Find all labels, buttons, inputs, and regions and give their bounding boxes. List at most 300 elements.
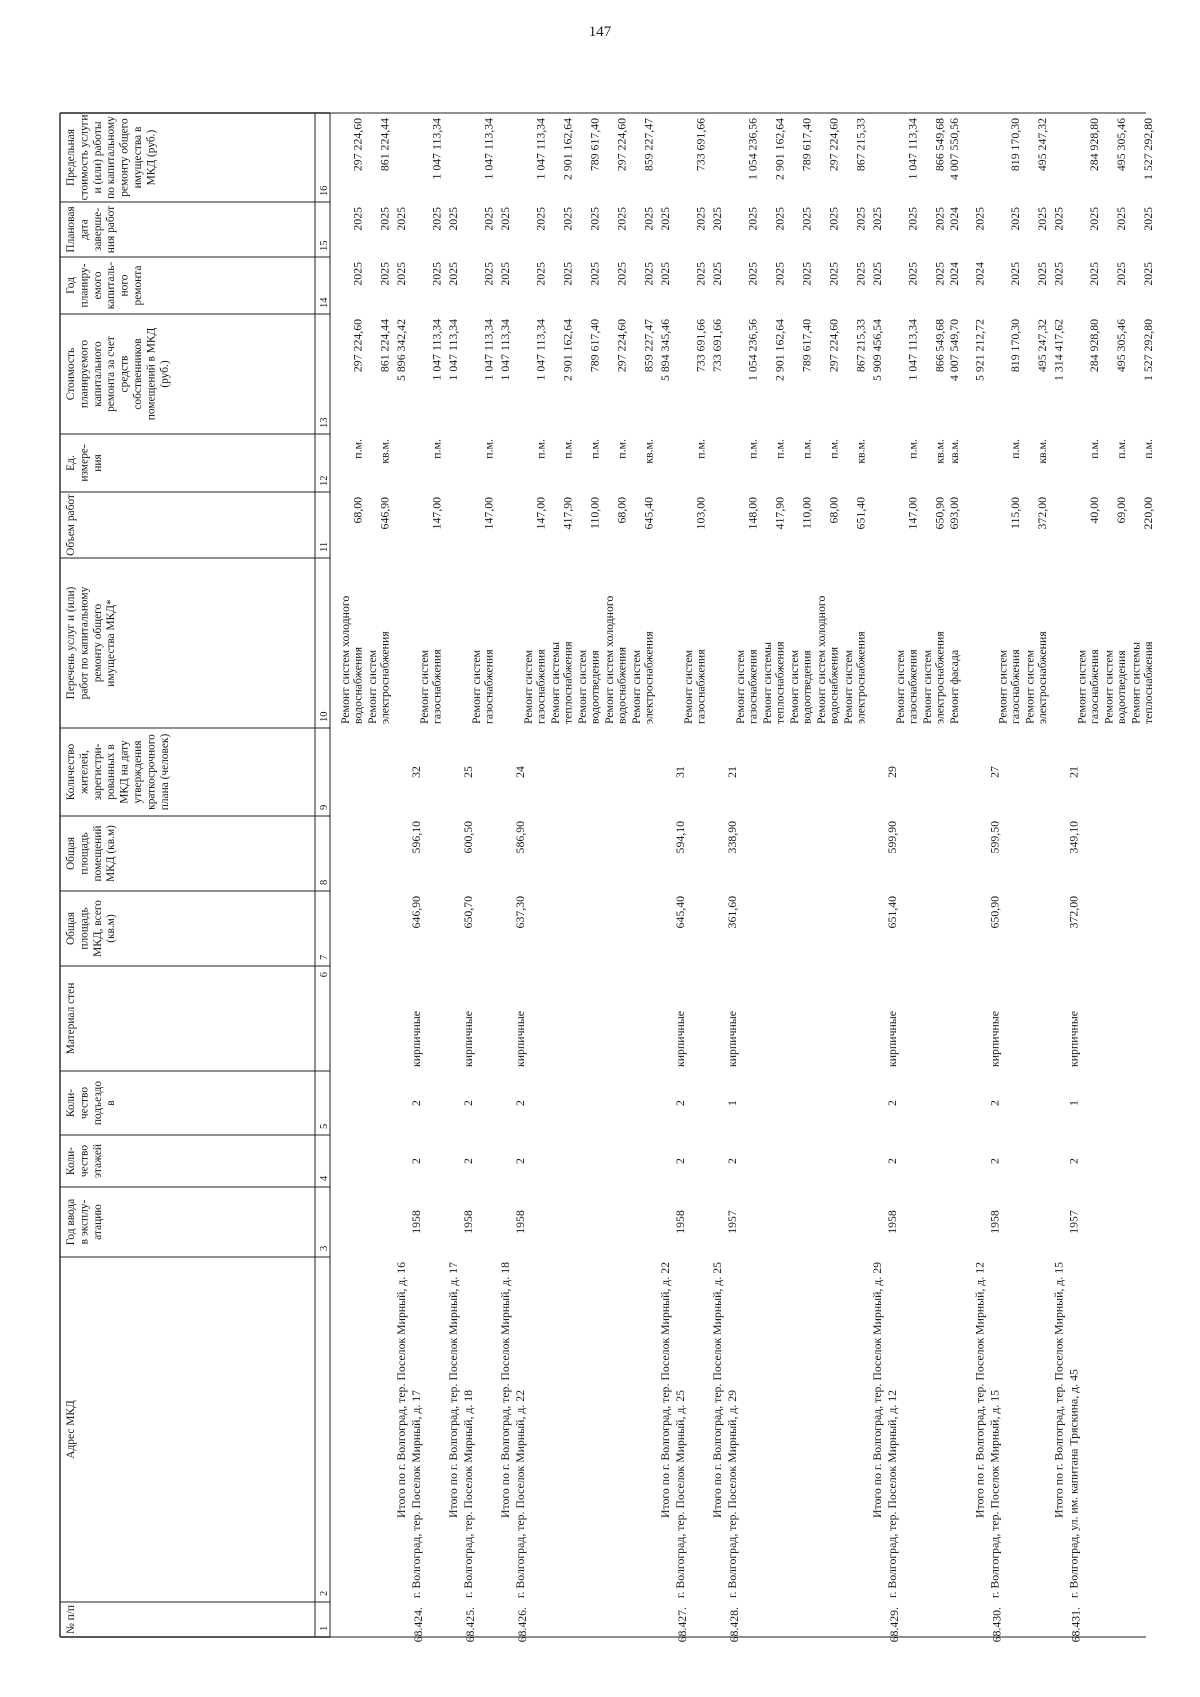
cell-c16: 867 215,33 — [853, 118, 868, 172]
cell-c14: 2025 — [853, 262, 868, 286]
cell-c15: 2025 — [394, 207, 408, 231]
header-text: Количество — [65, 743, 77, 801]
table-body — [338, 118, 1155, 1642]
cell-c11: 110,00 — [587, 497, 602, 530]
cell-c10: Ремонт систем — [521, 649, 535, 724]
cell-c14: 2025 — [350, 262, 365, 286]
cell-c14: 2025 — [377, 262, 392, 286]
cell-c5: 2 — [461, 1100, 475, 1106]
cell-c10: электроснабжения — [641, 631, 656, 724]
cell-c14: 2025 — [870, 262, 884, 286]
cell-c6: кирпичные — [987, 1011, 1002, 1067]
cell-c5: 1 — [1066, 1100, 1081, 1106]
cell-c10: водоснабжения — [350, 646, 365, 724]
cell-c11: 69,00 — [1114, 497, 1129, 524]
cell-c11: 40,00 — [1087, 497, 1102, 524]
cell-c16: 4 007 550,56 — [947, 118, 961, 180]
cell-c13: 1 047 113,34 — [481, 319, 496, 381]
cell-c16: 866 549,68 — [932, 118, 947, 172]
cell-c10: Ремонт систем — [1074, 649, 1089, 724]
cell-c8: 599,50 — [987, 821, 1002, 854]
header-text: по капитальному — [105, 116, 118, 199]
cell-c14: 2025 — [394, 262, 408, 286]
cell-c14: 2025 — [429, 262, 444, 286]
cell-c2: Итого по г. Волгоград, тер. Поселок Мирный, д. 25 — [710, 1262, 724, 1519]
cell-c15: 2025 — [587, 207, 602, 231]
cell-c11: 148,00 — [745, 497, 760, 530]
header-text: емого — [91, 271, 104, 300]
header-text: планиру- — [78, 263, 91, 308]
cell-c4: 2 — [513, 1158, 527, 1164]
cell-c10: водоотведения — [799, 650, 814, 724]
cell-c14: 2025 — [772, 262, 787, 286]
cell-c12: п.м. — [587, 439, 602, 459]
header-text: площадь — [78, 907, 91, 950]
cell-c2: Итого по г. Волгоград, тер. Поселок Мирный, д. 17 — [446, 1262, 460, 1519]
cell-c12: п.м. — [745, 439, 760, 459]
cell-c15: 2025 — [693, 207, 708, 231]
cell-c2: Итого по г. Волгоград, тер. Поселок Мирный, д. 15 — [1051, 1262, 1066, 1519]
header-text: работ по капитальному — [78, 586, 91, 700]
cell-c13: 2 901 162,64 — [560, 319, 575, 381]
cell-c10: Ремонт систем холодного — [814, 595, 828, 724]
cell-c11: 650,90 — [932, 497, 947, 530]
cell-c15: 2025 — [658, 207, 672, 231]
cell-c10: газоснабжения — [745, 649, 760, 724]
cell-c16: 789 617,40 — [587, 118, 602, 172]
cell-c10: газоснабжения — [533, 649, 548, 724]
cell-c1: 68.430. — [989, 1607, 1004, 1643]
cell-c16: 284 928,80 — [1087, 118, 1102, 172]
page-number: 147 — [588, 24, 612, 40]
cell-c9: 25 — [461, 766, 475, 778]
header-text: Объем работ — [65, 494, 77, 556]
cell-c10: Ремонт систем — [841, 649, 855, 724]
header-text: ремонта за счет — [105, 336, 118, 412]
cell-c16: 2 901 162,64 — [560, 118, 575, 180]
cell-c10: Ремонт системы — [548, 642, 562, 724]
cell-c14: 2025 — [641, 262, 656, 286]
cell-c10: газоснабжения — [905, 649, 920, 724]
cell-c16: 861 224,44 — [377, 118, 392, 172]
table-page-rotated — [60, 113, 1155, 1642]
cell-c13: 5 921 212,72 — [972, 319, 987, 381]
header-text: (кв.м) — [105, 914, 118, 943]
cell-c4: 2 — [409, 1158, 423, 1164]
cell-c12: кв.м. — [947, 439, 961, 464]
cell-c12: п.м. — [533, 439, 548, 459]
cell-c15: 2025 — [710, 207, 724, 231]
cell-c13: 495 247,32 — [1035, 319, 1050, 373]
column-number: 10 — [319, 711, 330, 722]
cell-c8: 586,90 — [513, 821, 527, 854]
cell-c13: 5 909 456,54 — [870, 319, 884, 381]
cell-c10: Ремонт систем — [733, 649, 747, 724]
cell-c7: 372,00 — [1066, 896, 1081, 929]
cell-c4: 2 — [885, 1158, 899, 1164]
cell-c14: 2025 — [710, 262, 724, 286]
cell-c15: 2025 — [429, 207, 444, 231]
header-text: чество — [78, 1144, 91, 1178]
cell-c15: 2025 — [350, 207, 365, 231]
cell-c7: 650,90 — [987, 896, 1002, 929]
cell-c9: 21 — [1066, 766, 1081, 778]
cell-c14: 2025 — [560, 262, 575, 286]
cell-c3: 1958 — [987, 1210, 1002, 1234]
cell-c10: Ремонт систем — [893, 649, 907, 724]
header-text: помещений — [91, 825, 104, 882]
cell-c16: 859 227,47 — [641, 118, 656, 172]
header-text: этажей — [91, 1144, 104, 1178]
cell-c10: газоснабжения — [1008, 649, 1023, 724]
cell-c13: 1 314 417,62 — [1051, 319, 1066, 381]
cell-c1: 68.429. — [887, 1607, 901, 1643]
cell-c10: Ремонт систем — [681, 649, 695, 724]
cell-c10: водоснабжения — [614, 646, 629, 724]
cell-c15: 2025 — [772, 207, 787, 231]
cell-c16: 495 305,46 — [1114, 118, 1129, 172]
cell-c10: Ремонт систем — [1101, 649, 1116, 724]
cell-c10: водоотведения — [587, 650, 602, 724]
cell-c10: электроснабжения — [932, 631, 947, 724]
column-number: 6 — [319, 972, 330, 978]
cell-c14: 2025 — [932, 262, 947, 286]
cell-c16: 1 047 113,34 — [429, 118, 444, 180]
cell-c4: 2 — [461, 1158, 475, 1164]
cell-c16: 733 691,66 — [693, 118, 708, 172]
cell-c14: 2025 — [481, 262, 496, 286]
cell-c5: 2 — [885, 1100, 899, 1106]
cell-c6: кирпичные — [725, 1011, 739, 1067]
header-text: в эксплу- — [78, 1199, 91, 1245]
cell-c2: г. Волгоград, тер. Поселок Мирный, д. 17 — [409, 1389, 423, 1598]
cell-c10: Ремонт систем — [1022, 649, 1037, 724]
header-text: ремонта — [132, 265, 144, 306]
cell-c15: 2025 — [377, 207, 392, 231]
cell-c14: 2025 — [1141, 262, 1156, 286]
cell-c14: 2025 — [587, 262, 602, 286]
header-text: атацию — [91, 1204, 104, 1240]
cell-c15: 2025 — [905, 207, 920, 231]
header-text: (руб.) — [158, 360, 171, 388]
cell-c13: 4 007 549,70 — [947, 319, 961, 381]
cell-c13: 297 224,60 — [350, 319, 365, 373]
header-text: собственников — [132, 338, 144, 410]
column-number: 5 — [319, 1123, 330, 1129]
cell-c11: 68,00 — [826, 497, 841, 524]
cell-c15: 2025 — [972, 207, 987, 231]
cell-c5: 2 — [673, 1100, 687, 1106]
cell-c15: 2025 — [498, 207, 512, 231]
cell-c15: 2025 — [1051, 207, 1066, 231]
header-text: Общая — [65, 836, 77, 871]
header-text: дата — [78, 219, 91, 240]
cell-c13: 2 901 162,64 — [772, 319, 787, 381]
header-text: плана (человек) — [158, 733, 171, 811]
cell-c6: кирпичные — [409, 1011, 423, 1067]
table-header — [65, 115, 171, 1634]
cell-c13: 1 047 113,34 — [905, 319, 920, 381]
cell-c11: 417,90 — [772, 497, 787, 530]
cell-c8: 600,50 — [461, 821, 475, 854]
column-number: 4 — [319, 1175, 330, 1181]
cell-c12: п.м. — [693, 439, 708, 459]
column-number: 13 — [319, 417, 330, 428]
cell-c14: 2025 — [446, 262, 460, 286]
cell-c12: кв.м. — [853, 439, 868, 464]
cell-c10: Ремонт систем — [575, 649, 589, 724]
cell-c12: п.м. — [1141, 439, 1156, 459]
cell-c15: 2025 — [1035, 207, 1050, 231]
cell-c2: Итого по г. Волгоград, тер. Поселок Мирный, д. 12 — [972, 1262, 987, 1519]
cell-c12: кв.м. — [377, 439, 392, 464]
cell-c3: 1958 — [461, 1210, 475, 1234]
cell-c2: г. Волгоград, тер. Поселок Мирный, д. 18 — [461, 1389, 475, 1598]
cell-c14: 2025 — [614, 262, 629, 286]
cell-c1: 68.425. — [463, 1607, 477, 1643]
cell-c10: теплоснабжения — [560, 641, 575, 724]
cell-c3: 1957 — [725, 1210, 739, 1234]
cell-c8: 599,90 — [885, 821, 899, 854]
header-text: Ед. — [65, 455, 77, 471]
header-text: измере- — [78, 444, 91, 482]
cell-c13: 1 047 113,34 — [429, 319, 444, 381]
cell-c10: Ремонт систем — [787, 649, 801, 724]
cell-c10: теплоснабжения — [1141, 641, 1156, 724]
cell-c15: 2025 — [481, 207, 496, 231]
header-text: Коли- — [65, 1146, 77, 1176]
cell-c4: 2 — [673, 1158, 687, 1164]
cell-c9: 31 — [673, 766, 687, 778]
cell-c11: 68,00 — [350, 497, 365, 524]
cell-c12: кв.м. — [1035, 439, 1050, 464]
cell-c2: г. Волгоград, тер. Поселок Мирный, д. 25 — [673, 1389, 687, 1598]
cell-c10: Ремонт систем — [995, 649, 1010, 724]
header-text: Материал стен — [65, 982, 77, 1055]
cell-c3: 1958 — [885, 1210, 899, 1234]
cell-c9: 21 — [725, 766, 739, 778]
cell-c16: 297 224,60 — [826, 118, 841, 172]
cell-c10: электроснабжения — [1035, 631, 1050, 724]
cell-c16: 297 224,60 — [614, 118, 629, 172]
cell-c11: 651,40 — [853, 497, 868, 530]
cell-c14: 2025 — [905, 262, 920, 286]
cell-c11: 693,00 — [947, 497, 961, 530]
header-text: чество — [78, 1086, 91, 1120]
cell-c10: Ремонт фасада — [947, 649, 961, 724]
cell-c11: 110,00 — [799, 497, 814, 530]
cell-c16: 1 054 236,56 — [745, 118, 760, 180]
cell-c8: 349,10 — [1066, 821, 1081, 854]
cell-c14: 2025 — [1051, 262, 1066, 286]
cell-c5: 2 — [513, 1100, 527, 1106]
cell-c11: 372,00 — [1035, 497, 1050, 530]
cell-c10: газоснабжения — [429, 649, 444, 724]
cell-c15: 2025 — [870, 207, 884, 231]
header-text: краткосрочного — [145, 734, 158, 810]
cell-c13: 1 527 292,80 — [1141, 319, 1156, 381]
cell-c16: 1 047 113,34 — [905, 118, 920, 180]
cell-c1: 68.426. — [515, 1607, 529, 1643]
header-text: № п/п — [65, 1604, 77, 1635]
cell-c15: 2025 — [614, 207, 629, 231]
cell-c7: 650,70 — [461, 896, 475, 929]
header-text: МКД (руб.) — [145, 129, 158, 186]
cell-c2: Итого по г. Волгоград, тер. Поселок Мирный, д. 18 — [498, 1262, 512, 1519]
cell-c11: 103,00 — [693, 497, 708, 530]
cell-c15: 2025 — [1087, 207, 1102, 231]
cell-c9: 29 — [885, 766, 899, 778]
cell-c13: 1 054 236,56 — [745, 319, 760, 381]
header-text: имущества в — [132, 126, 144, 189]
header-text: МКД, всего — [91, 900, 104, 957]
cell-c3: 1957 — [1066, 1210, 1081, 1234]
cell-c15: 2025 — [533, 207, 548, 231]
cell-c12: п.м. — [560, 439, 575, 459]
cell-c14: 2025 — [498, 262, 512, 286]
header-text: Год ввода — [65, 1198, 77, 1246]
cell-c13: 1 047 113,34 — [498, 319, 512, 381]
cell-c11: 220,00 — [1141, 497, 1156, 530]
cell-c14: 2024 — [972, 262, 987, 286]
cell-c10: Ремонт системы — [1128, 642, 1143, 724]
cell-c1: 68.424. — [411, 1607, 425, 1643]
cell-c9: 27 — [987, 766, 1002, 778]
cell-c13: 789 617,40 — [587, 319, 602, 373]
header-text: ремонту общего — [91, 603, 104, 683]
cell-c16: 819 170,30 — [1008, 118, 1023, 172]
cell-c5: 2 — [409, 1100, 423, 1106]
cell-c2: г. Волгоград, тер. Поселок Мирный, д. 22 — [513, 1389, 527, 1598]
header-text: капиталь- — [105, 261, 118, 310]
cell-c8: 338,90 — [725, 821, 739, 854]
cell-c10: электроснабжения — [377, 631, 392, 724]
header-text: Предельная — [65, 129, 77, 186]
cell-c3: 1958 — [513, 1210, 527, 1234]
cell-c10: Ремонт систем — [920, 649, 934, 724]
cell-c10: газоснабжения — [693, 649, 708, 724]
column-number: 2 — [319, 1590, 330, 1596]
header-text: жителей, — [78, 750, 91, 794]
header-text: ремонту общего — [118, 118, 131, 197]
cell-c15: 2025 — [446, 207, 460, 231]
cell-c4: 2 — [1066, 1158, 1081, 1164]
header-text: Год — [65, 277, 77, 294]
cell-c14: 2024 — [947, 262, 961, 286]
column-number: 1 — [319, 1625, 330, 1631]
header-text: в — [105, 1100, 118, 1106]
cell-c6: кирпичные — [1066, 1011, 1081, 1067]
cell-c15: 2025 — [1141, 207, 1156, 231]
header-text: Коли- — [65, 1088, 77, 1118]
cell-c16: 297 224,60 — [350, 118, 365, 172]
cell-c7: 651,40 — [885, 896, 899, 929]
cell-c12: п.м. — [826, 439, 841, 459]
cell-c9: 24 — [513, 766, 527, 778]
column-number: 8 — [319, 879, 330, 885]
cell-c11: 646,90 — [377, 497, 392, 530]
cell-c15: 2025 — [932, 207, 947, 231]
cell-c13: 859 227,47 — [641, 319, 656, 373]
cell-c15: 2025 — [1008, 207, 1023, 231]
cell-c10: Ремонт систем холодного — [338, 595, 352, 724]
cell-c12: п.м. — [429, 439, 444, 459]
cell-c1: 68.431. — [1068, 1607, 1083, 1643]
cell-c7: 646,90 — [409, 896, 423, 929]
header-text: Перечень услуг и (или) — [65, 586, 77, 700]
cell-c2: Итого по г. Волгоград, тер. Поселок Мирный, д. 16 — [394, 1262, 408, 1519]
cell-c13: 789 617,40 — [799, 319, 814, 373]
cell-c16: 1 527 292,80 — [1141, 118, 1156, 180]
cell-c10: теплоснабжения — [772, 641, 787, 724]
cell-c13: 5 894 345,46 — [658, 319, 672, 381]
cell-c13: 819 170,30 — [1008, 319, 1023, 373]
header-text: заверше- — [91, 207, 104, 252]
cell-c11: 417,90 — [560, 497, 575, 530]
cell-c12: кв.м. — [641, 439, 656, 464]
header-text: зарегистри- — [91, 743, 104, 801]
header-text: площадь — [78, 832, 91, 875]
cell-c10: Ремонт систем — [629, 649, 643, 724]
column-number: 16 — [319, 185, 330, 196]
cell-c7: 361,60 — [725, 896, 739, 929]
cell-c12: п.м. — [350, 439, 365, 459]
cell-c13: 297 224,60 — [826, 319, 841, 373]
header-text: МКД (кв.м) — [105, 825, 118, 882]
cell-c13: 733 691,66 — [693, 319, 708, 373]
cell-c2: г. Волгоград, тер. Поселок Мирный, д. 15 — [987, 1389, 1002, 1598]
cell-c13: 861 224,44 — [377, 319, 392, 373]
cell-c10: Ремонт систем холодного — [602, 595, 616, 724]
cell-c12: п.м. — [772, 439, 787, 459]
cell-c13: 866 549,68 — [932, 319, 947, 373]
header-text: ного — [118, 274, 131, 297]
cell-c14: 2025 — [693, 262, 708, 286]
header-text: Адрес МКД — [65, 1400, 77, 1459]
cell-c11: 115,00 — [1008, 497, 1023, 530]
cell-c3: 1958 — [673, 1210, 687, 1234]
header-text: помещений в МКД — [145, 327, 158, 421]
header-text: планируемого — [78, 339, 91, 409]
cell-c13: 867 215,33 — [853, 319, 868, 373]
cell-c11: 147,00 — [481, 497, 496, 530]
cell-c13: 5 896 342,42 — [394, 319, 408, 381]
cell-c14: 2025 — [799, 262, 814, 286]
header-text: имущества МКД* — [105, 599, 118, 687]
cell-c15: 2025 — [641, 207, 656, 231]
cell-c10: Ремонт систем — [469, 649, 483, 724]
header-text: и (или) работы — [91, 121, 104, 194]
header-text: Общая — [65, 911, 77, 946]
cell-c6: кирпичные — [513, 1011, 527, 1067]
cell-c15: 2025 — [1114, 207, 1129, 231]
column-number-row — [319, 186, 330, 1632]
cell-c15: 2025 — [560, 207, 575, 231]
cell-c7: 645,40 — [673, 896, 687, 929]
column-number: 15 — [319, 240, 330, 251]
cell-c10: Ремонт систем — [365, 649, 379, 724]
cell-c3: 1958 — [409, 1210, 423, 1234]
cell-c14: 2025 — [745, 262, 760, 286]
cell-c12: кв.м. — [932, 439, 947, 464]
cell-c6: кирпичные — [461, 1011, 475, 1067]
header-text: ния — [91, 454, 104, 472]
header-text: стоимость услуги — [78, 114, 91, 201]
cell-c9: 32 — [409, 766, 423, 778]
cell-c16: 789 617,40 — [799, 118, 814, 172]
cell-c11: 645,40 — [641, 497, 656, 530]
cell-c10: Ремонт системы — [760, 642, 774, 724]
